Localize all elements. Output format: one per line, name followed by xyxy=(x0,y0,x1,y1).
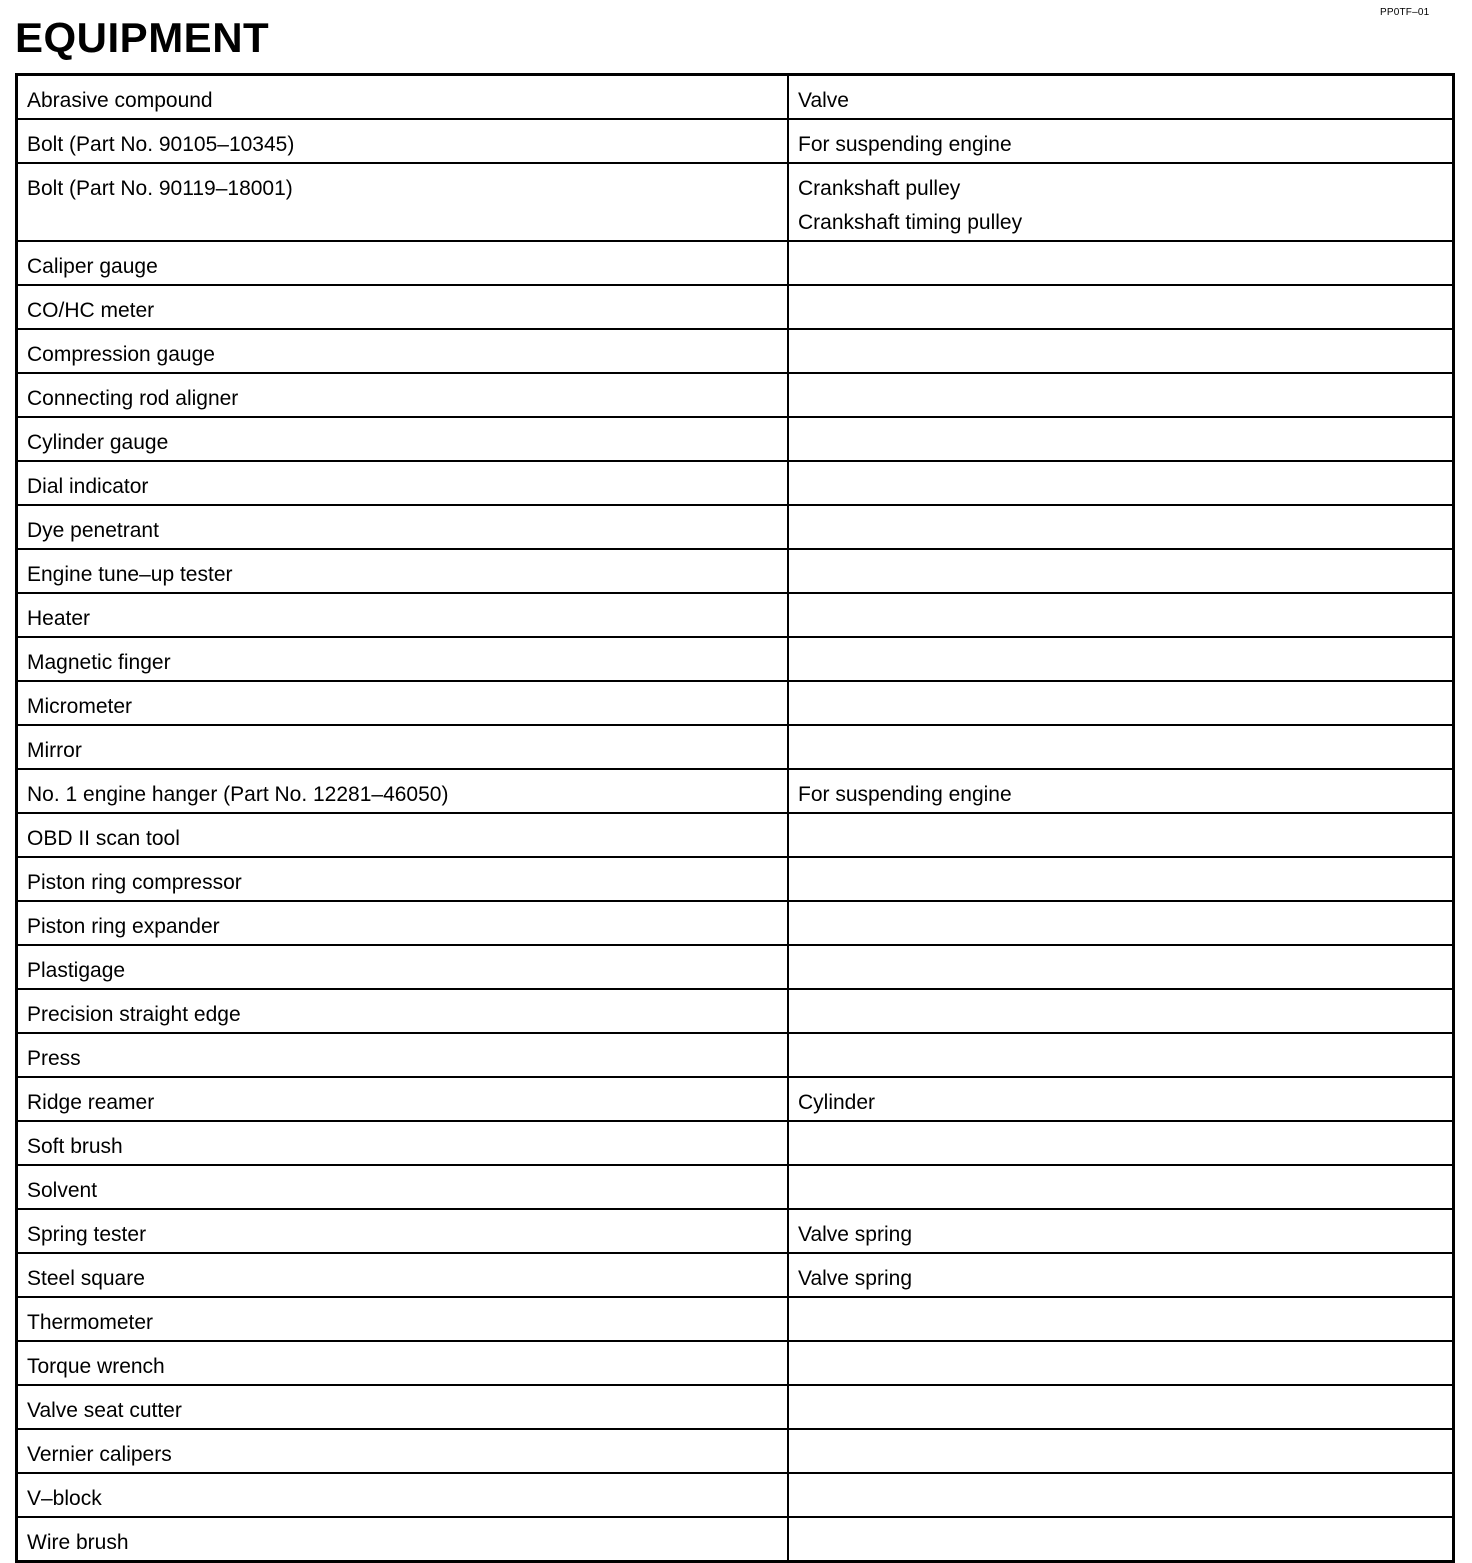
table-row xyxy=(17,857,1454,901)
table-row xyxy=(17,945,1454,989)
equipment-use-cell xyxy=(788,769,1454,813)
equipment-name-cell: Spring tester xyxy=(17,1209,789,1253)
table-row xyxy=(17,1033,1454,1077)
table-row xyxy=(17,1473,1454,1517)
equipment-use-cell xyxy=(788,945,1454,989)
equipment-use-cell xyxy=(788,1429,1454,1473)
equipment-use-text: Cylinder xyxy=(798,1091,876,1114)
table-row xyxy=(17,1385,1454,1429)
equipment-name-cell: Caliper gauge xyxy=(17,241,789,285)
equipment-name-cell: Valve seat cutter xyxy=(17,1385,789,1429)
equipment-name-cell: Piston ring expander xyxy=(17,901,789,945)
equipment-use-cell xyxy=(788,1385,1454,1429)
equipment-use-text: Valve xyxy=(798,89,849,112)
equipment-name-cell: Compression gauge xyxy=(17,329,789,373)
equipment-name-cell: Piston ring compressor xyxy=(17,857,789,901)
equipment-name-cell: Dial indicator xyxy=(17,461,789,505)
equipment-use-cell xyxy=(788,75,1454,120)
equipment-use-cell xyxy=(788,241,1454,285)
equipment-use-cell xyxy=(788,637,1454,681)
equipment-name-cell: Ridge reamer xyxy=(17,1077,789,1121)
equipment-use-cell xyxy=(788,857,1454,901)
table-row xyxy=(17,329,1454,373)
equipment-use-text: Valve spring xyxy=(798,1223,913,1246)
equipment-use-cell xyxy=(788,1033,1454,1077)
equipment-use-cell xyxy=(788,1341,1454,1385)
table-row xyxy=(17,901,1454,945)
table-row xyxy=(17,1429,1454,1473)
equipment-use-cell xyxy=(788,593,1454,637)
table-row xyxy=(17,1209,1454,1253)
equipment-name-cell: Abrasive compound xyxy=(17,75,789,120)
equipment-use-cell xyxy=(788,119,1454,163)
equipment-table xyxy=(15,73,1455,1563)
equipment-use-cell xyxy=(788,1253,1454,1297)
equipment-use-text: For suspending engine xyxy=(798,133,1012,156)
table-row xyxy=(17,593,1454,637)
table-row xyxy=(17,163,1454,241)
equipment-name-cell: Mirror xyxy=(17,725,789,769)
equipment-name-cell: Soft brush xyxy=(17,1121,789,1165)
table-row xyxy=(17,373,1454,417)
equipment-name-cell: CO/HC meter xyxy=(17,285,789,329)
equipment-use-cell xyxy=(788,505,1454,549)
equipment-name-cell: Solvent xyxy=(17,1165,789,1209)
table-row xyxy=(17,75,1454,120)
equipment-use-cell xyxy=(788,417,1454,461)
equipment-use-cell xyxy=(788,901,1454,945)
equipment-name-cell: Steel square xyxy=(17,1253,789,1297)
equipment-use-cell xyxy=(788,1297,1454,1341)
equipment-use-cell xyxy=(788,1077,1454,1121)
table-row xyxy=(17,813,1454,857)
page-title: EQUIPMENT xyxy=(15,14,270,61)
equipment-name-cell: Micrometer xyxy=(17,681,789,725)
equipment-name-cell: OBD II scan tool xyxy=(17,813,789,857)
equipment-use-cell xyxy=(788,725,1454,769)
equipment-use-cell xyxy=(788,1121,1454,1165)
equipment-name-cell: Precision straight edge xyxy=(17,989,789,1033)
equipment-name-cell: Magnetic finger xyxy=(17,637,789,681)
equipment-use-text: Valve spring xyxy=(798,1267,913,1290)
equipment-use-cell xyxy=(788,681,1454,725)
equipment-name-cell: Heater xyxy=(17,593,789,637)
equipment-name-cell: Thermometer xyxy=(17,1297,789,1341)
table-row xyxy=(17,549,1454,593)
table-row xyxy=(17,505,1454,549)
equipment-use-cell xyxy=(788,329,1454,373)
equipment-name-cell: Vernier calipers xyxy=(17,1429,789,1473)
equipment-name-cell: Wire brush xyxy=(17,1517,789,1562)
table-row xyxy=(17,1165,1454,1209)
table-row xyxy=(17,119,1454,163)
equipment-use-cell xyxy=(788,461,1454,505)
equipment-name-cell: Connecting rod aligner xyxy=(17,373,789,417)
table-row xyxy=(17,637,1454,681)
table-row xyxy=(17,769,1454,813)
equipment-use-text: Crankshaft timing pulley xyxy=(798,211,1023,234)
equipment-use-cell xyxy=(788,1473,1454,1517)
equipment-name-cell: V–block xyxy=(17,1473,789,1517)
table-row xyxy=(17,681,1454,725)
table-row xyxy=(17,1297,1454,1341)
table-row xyxy=(17,989,1454,1033)
equipment-name-cell: Torque wrench xyxy=(17,1341,789,1385)
equipment-use-text: For suspending engine xyxy=(798,783,1012,806)
equipment-name-cell: Bolt (Part No. 90119–18001) xyxy=(17,163,789,241)
equipment-name-cell: Press xyxy=(17,1033,789,1077)
table-row xyxy=(17,417,1454,461)
equipment-name-cell: Dye penetrant xyxy=(17,505,789,549)
equipment-use-cell xyxy=(788,549,1454,593)
table-row xyxy=(17,1121,1454,1165)
equipment-name-cell: Plastigage xyxy=(17,945,789,989)
equipment-use-text: Crankshaft pulley xyxy=(798,177,961,200)
equipment-name-cell: Engine tune–up tester xyxy=(17,549,789,593)
table-row xyxy=(17,285,1454,329)
equipment-name-cell: Bolt (Part No. 90105–10345) xyxy=(17,119,789,163)
equipment-use-cell xyxy=(788,163,1454,241)
table-row xyxy=(17,241,1454,285)
equipment-use-cell xyxy=(788,813,1454,857)
equipment-use-cell xyxy=(788,989,1454,1033)
table-row xyxy=(17,1253,1454,1297)
document-code: PP0TF–01 xyxy=(1380,7,1430,18)
equipment-name-cell: No. 1 engine hanger (Part No. 12281–46050) xyxy=(17,769,789,813)
equipment-use-cell xyxy=(788,1209,1454,1253)
equipment-use-cell xyxy=(788,373,1454,417)
table-row xyxy=(17,1077,1454,1121)
table-row xyxy=(17,461,1454,505)
equipment-use-cell xyxy=(788,1517,1454,1562)
table-row xyxy=(17,725,1454,769)
equipment-table-body xyxy=(17,75,1454,1562)
table-row xyxy=(17,1341,1454,1385)
equipment-use-cell xyxy=(788,1165,1454,1209)
equipment-name-cell: Cylinder gauge xyxy=(17,417,789,461)
equipment-use-cell xyxy=(788,285,1454,329)
table-row xyxy=(17,1517,1454,1562)
